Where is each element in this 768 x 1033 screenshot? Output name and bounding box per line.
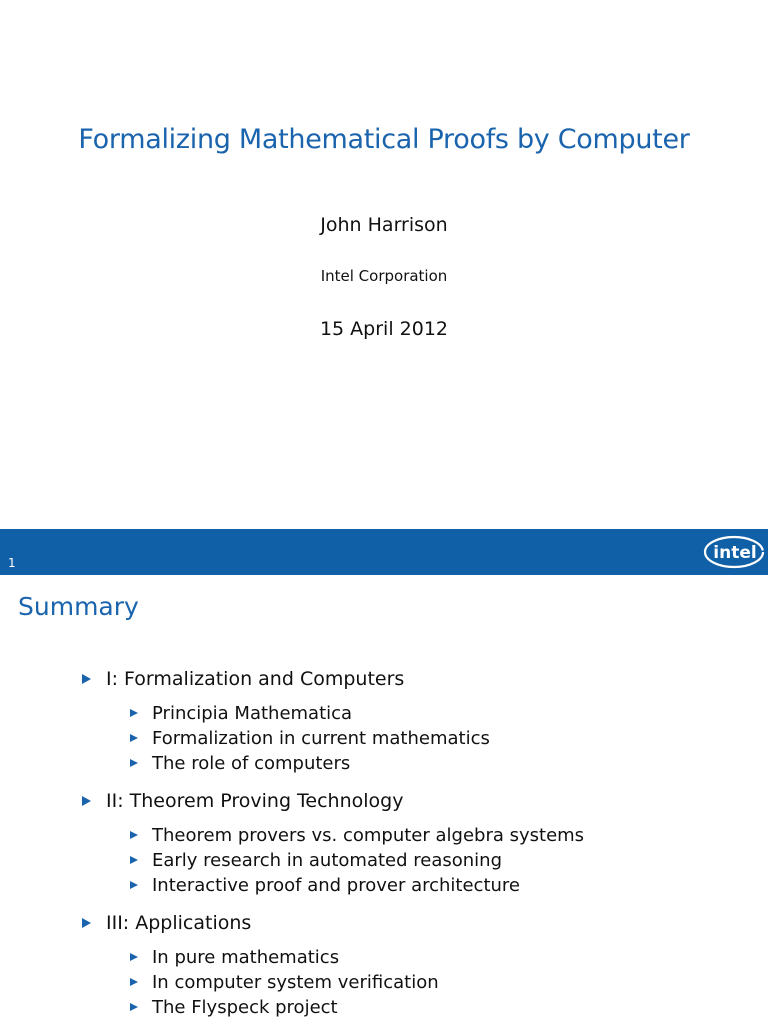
list-item xyxy=(80,911,760,935)
list-item xyxy=(128,970,760,995)
list-item xyxy=(128,701,760,726)
sub-item-label: In pure mathematics xyxy=(152,947,340,968)
summary-slide xyxy=(0,575,768,1024)
list-item xyxy=(128,848,760,873)
sub-item-label: In computer system verification xyxy=(152,972,439,993)
sub-item-label: Formalization in current mathematics xyxy=(152,728,490,749)
section-applications xyxy=(80,911,760,1020)
page-number: 1 xyxy=(8,556,16,570)
section-formalization xyxy=(80,667,760,776)
list-item xyxy=(80,789,760,813)
section-label: III: Applications xyxy=(106,912,252,934)
section-theorem-proving xyxy=(80,789,760,898)
triangle-bullet-icon xyxy=(130,856,138,864)
logo-wordmark: intel xyxy=(713,543,757,563)
list-item xyxy=(128,995,760,1020)
list-item xyxy=(128,751,760,776)
sub-item-label: Interactive proof and prover architecture xyxy=(152,875,520,896)
presentation-title: Formalizing Mathematical Proofs by Computer xyxy=(78,124,690,155)
summary-outline xyxy=(80,667,760,1033)
section-label: II: Theorem Proving Technology xyxy=(106,790,404,812)
triangle-bullet-icon xyxy=(130,734,138,742)
list-item xyxy=(128,945,760,970)
slide-footer-bar xyxy=(0,529,768,575)
triangle-bullet-icon xyxy=(82,674,91,684)
triangle-bullet-icon xyxy=(130,709,138,717)
sub-list xyxy=(80,945,760,1020)
triangle-bullet-icon xyxy=(82,918,91,928)
sub-item-label: Early research in automated reasoning xyxy=(152,850,502,871)
sub-item-label: The Flyspeck project xyxy=(152,997,338,1018)
institution: Intel Corporation xyxy=(320,267,448,285)
triangle-bullet-icon xyxy=(82,796,91,806)
list-item xyxy=(128,873,760,898)
sub-list xyxy=(80,823,760,898)
triangle-bullet-icon xyxy=(130,831,138,839)
list-item xyxy=(80,667,760,691)
sub-item-label: Principia Mathematica xyxy=(152,703,353,724)
summary-title: Summary xyxy=(18,592,139,621)
author-name: John Harrison xyxy=(320,214,448,236)
triangle-bullet-icon xyxy=(130,759,138,767)
triangle-bullet-icon xyxy=(130,978,138,986)
list-item xyxy=(128,726,760,751)
triangle-bullet-icon xyxy=(130,881,138,889)
sub-item-label: Theorem provers vs. computer algebra systems xyxy=(152,825,585,846)
presentation-date: 15 April 2012 xyxy=(319,318,449,340)
intel-logo-icon xyxy=(703,534,765,570)
section-label: I: Formalization and Computers xyxy=(106,668,405,690)
triangle-bullet-icon xyxy=(130,1003,138,1011)
list-item xyxy=(128,823,760,848)
sub-list xyxy=(80,701,760,776)
triangle-bullet-icon xyxy=(130,953,138,961)
sub-item-label: The role of computers xyxy=(152,753,351,774)
